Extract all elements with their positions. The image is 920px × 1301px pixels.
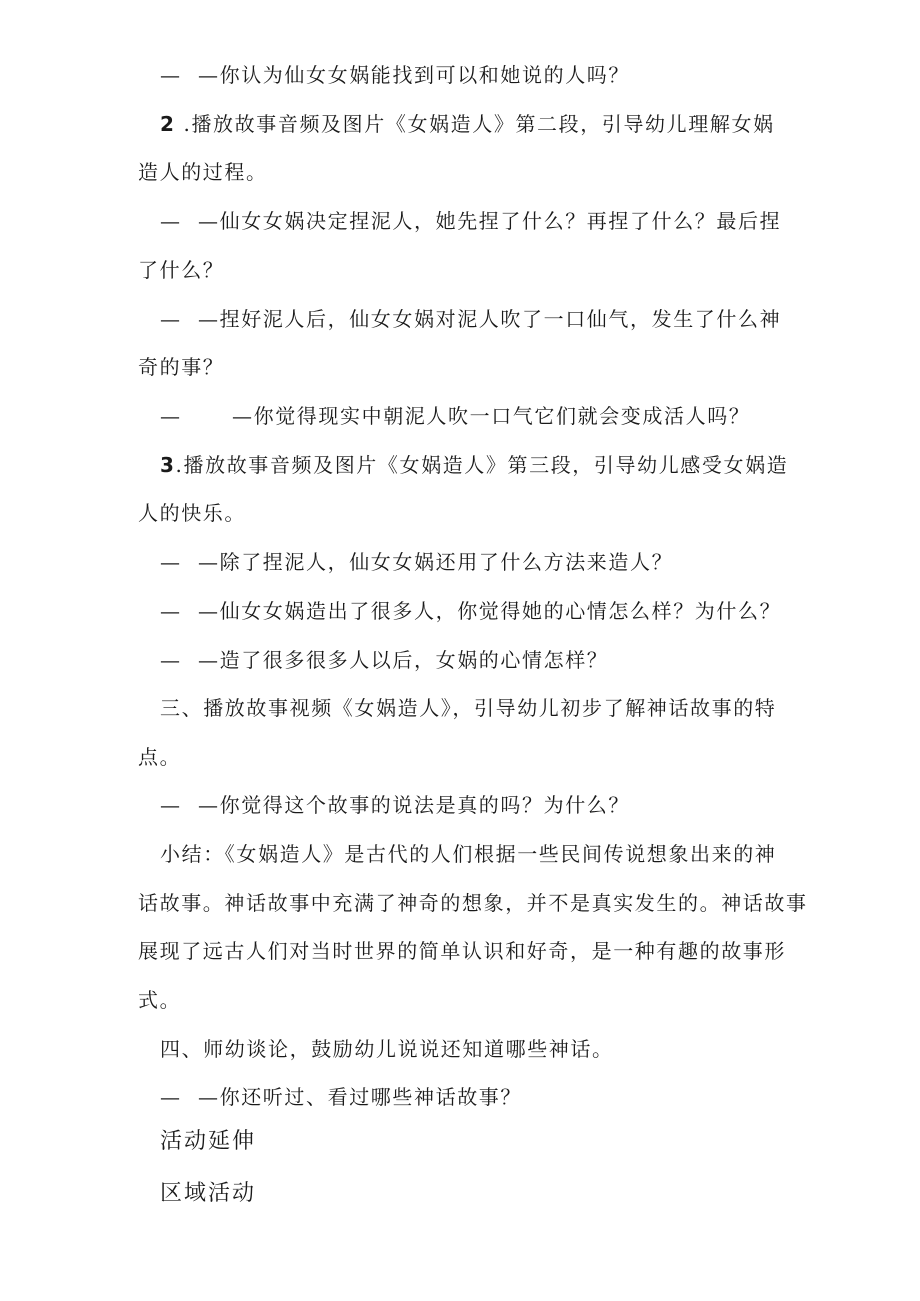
continuation-line bbox=[138, 889, 808, 917]
section-line bbox=[160, 1035, 614, 1063]
dash: — bbox=[160, 404, 182, 428]
line-text: —你认为仙女女娲能找到可以和她说的人吗？ bbox=[198, 63, 630, 87]
line-text: 四、师幼谈论，鼓励幼儿说说还知道哪些神话。 bbox=[160, 1037, 614, 1061]
line-text: —仙女女娲决定捏泥人，她先捏了什么？再捏了什么？最后捏 bbox=[198, 209, 782, 233]
dash: — bbox=[160, 550, 182, 574]
dash: — bbox=[160, 63, 182, 87]
continuation-line bbox=[138, 986, 181, 1014]
line-text: .播放故事音频及图片《女娲造人》第二段，引导幼儿理解女娲 bbox=[175, 112, 775, 136]
continuation-line bbox=[138, 937, 786, 965]
step-number: 3 bbox=[160, 453, 176, 477]
line-text: 三、播放故事视频《女娲造人》，引导幼儿初步了解神话故事的特 bbox=[160, 696, 777, 720]
continuation-line bbox=[138, 158, 268, 186]
step-line bbox=[160, 110, 775, 138]
heading-activity-extension bbox=[160, 1128, 256, 1156]
heading-area-activity bbox=[160, 1180, 256, 1208]
line-text: 展现了远古人们对当时世界的简单认识和好奇，是一种有趣的故事形 bbox=[138, 939, 786, 963]
section-line bbox=[160, 694, 776, 722]
line-text: .播放故事音频及图片《女娲造人》第三段，引导幼儿感受女娲造 bbox=[175, 453, 789, 477]
line-text: —造了很多很多人以后，女娲的心情怎样？ bbox=[198, 648, 609, 672]
line-text: —你觉得这个故事的说法是真的吗？为什么？ bbox=[198, 793, 630, 817]
dash: — bbox=[160, 307, 182, 331]
dash: — bbox=[160, 209, 182, 233]
line-text: —你还听过、看过哪些神话故事？ bbox=[198, 1085, 522, 1109]
line-text: 人的快乐。 bbox=[138, 501, 246, 525]
dash: — bbox=[160, 599, 182, 623]
dash: — bbox=[160, 648, 182, 672]
question-line bbox=[160, 305, 781, 333]
line-text: 区域活动 bbox=[160, 1181, 257, 1206]
question-line bbox=[160, 1083, 522, 1111]
continuation-line bbox=[138, 499, 246, 527]
summary-line bbox=[160, 840, 776, 868]
line-text: 话故事。神话故事中充满了神奇的想象，并不是真实发生的。神话故事 bbox=[138, 891, 808, 915]
line-text: —你觉得现实中朝泥人吹一口气它们就会变成活人吗？ bbox=[232, 404, 751, 428]
dash: — bbox=[160, 793, 182, 817]
question-line bbox=[160, 548, 673, 576]
question-line bbox=[160, 402, 750, 430]
question-line bbox=[160, 791, 630, 819]
line-text: —仙女女娲造出了很多人，你觉得她的心情怎么样？为什么？ bbox=[198, 599, 782, 623]
line-text: 造人的过程。 bbox=[138, 160, 268, 184]
line-text: 了什么？ bbox=[138, 258, 225, 282]
line-text: 式。 bbox=[138, 988, 182, 1012]
line-text: 点。 bbox=[138, 745, 182, 769]
line-text: —捏好泥人后，仙女女娲对泥人吹了一口仙气，发生了什么神 bbox=[198, 307, 782, 331]
line-text: —除了捏泥人，仙女女娲还用了什么方法来造人？ bbox=[198, 550, 674, 574]
line-text: 活动延伸 bbox=[160, 1129, 257, 1154]
dash: — bbox=[160, 1085, 182, 1109]
continuation-line bbox=[138, 353, 224, 381]
question-line bbox=[160, 597, 781, 625]
step-line bbox=[160, 451, 788, 479]
question-line bbox=[160, 61, 630, 89]
continuation-line bbox=[138, 256, 224, 284]
continuation-line bbox=[138, 743, 181, 771]
question-line bbox=[160, 646, 608, 674]
step-number: 2 bbox=[160, 112, 176, 136]
line-text: 小结：《女娲造人》是古代的人们根据一些民间传说想象出来的神 bbox=[160, 842, 777, 866]
question-line bbox=[160, 207, 781, 235]
line-text: 奇的事？ bbox=[138, 355, 225, 379]
